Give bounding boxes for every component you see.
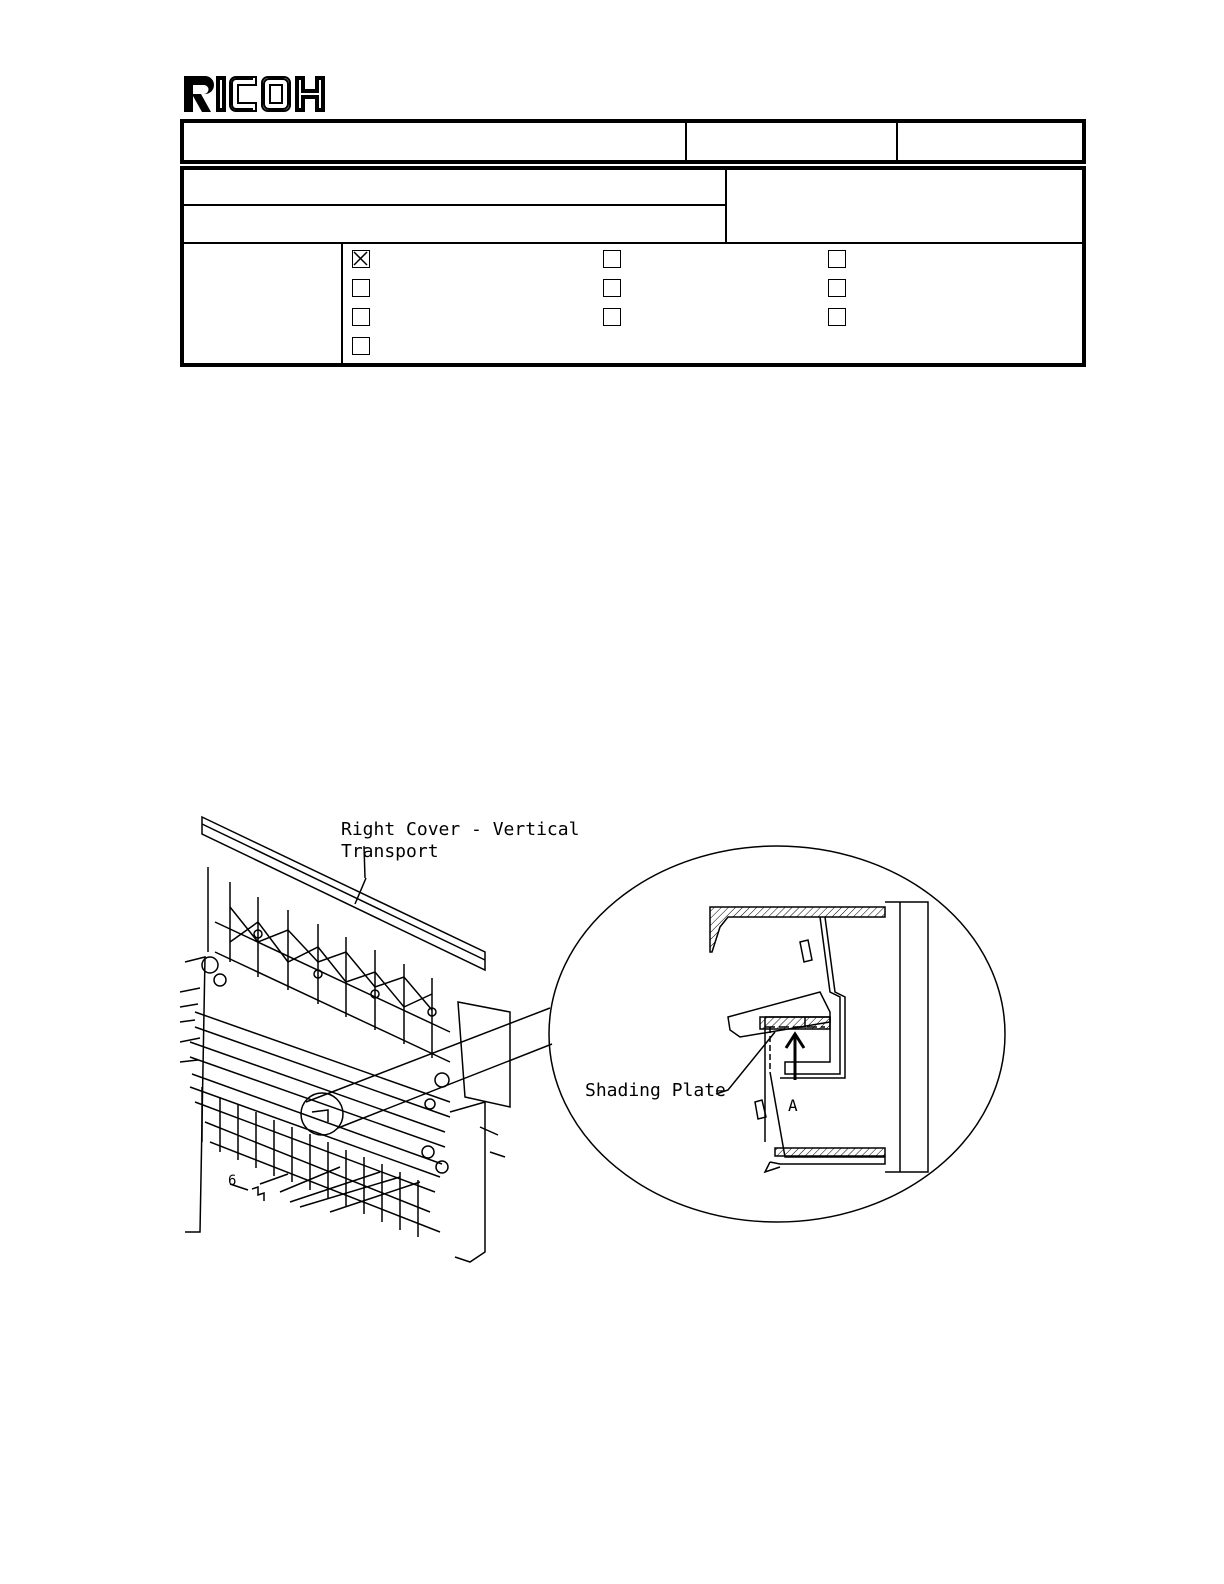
info-left-block: [184, 170, 727, 242]
label-arrow-a: A: [788, 1096, 798, 1115]
info-row: [184, 170, 1082, 244]
classification-label-cell: [184, 244, 343, 363]
checkbox-1[interactable]: [352, 250, 370, 268]
label-part-6: 6: [228, 1173, 237, 1189]
info-cell-model: [184, 170, 725, 206]
checkbox-5[interactable]: [603, 250, 621, 268]
classification-row: [184, 244, 1082, 363]
checkbox-2[interactable]: [352, 279, 370, 297]
label-shading-plate: Shading Plate: [585, 1080, 726, 1101]
checkbox-10[interactable]: [828, 308, 846, 326]
checkbox-4[interactable]: [352, 337, 370, 355]
bulletin-info-table: [180, 166, 1086, 367]
header-cell-number: [687, 123, 898, 160]
header-cell-subject: [184, 123, 687, 160]
header-table: [180, 119, 1086, 164]
shading-plate-illustration: [180, 812, 1010, 1282]
checkbox-6[interactable]: [603, 279, 621, 297]
label-right-cover-line2: Transport: [341, 841, 439, 862]
checkbox-3[interactable]: [352, 308, 370, 326]
label-right-cover-line1: Right Cover - Vertical: [341, 819, 580, 840]
checkbox-8[interactable]: [828, 250, 846, 268]
ricoh-logo: [184, 74, 332, 114]
checkbox-7[interactable]: [603, 308, 621, 326]
right-cover-drawing: [180, 812, 1010, 1282]
checkmark-x-icon: [353, 251, 368, 266]
checkbox-9[interactable]: [828, 279, 846, 297]
header-cell-date: [898, 123, 1082, 160]
